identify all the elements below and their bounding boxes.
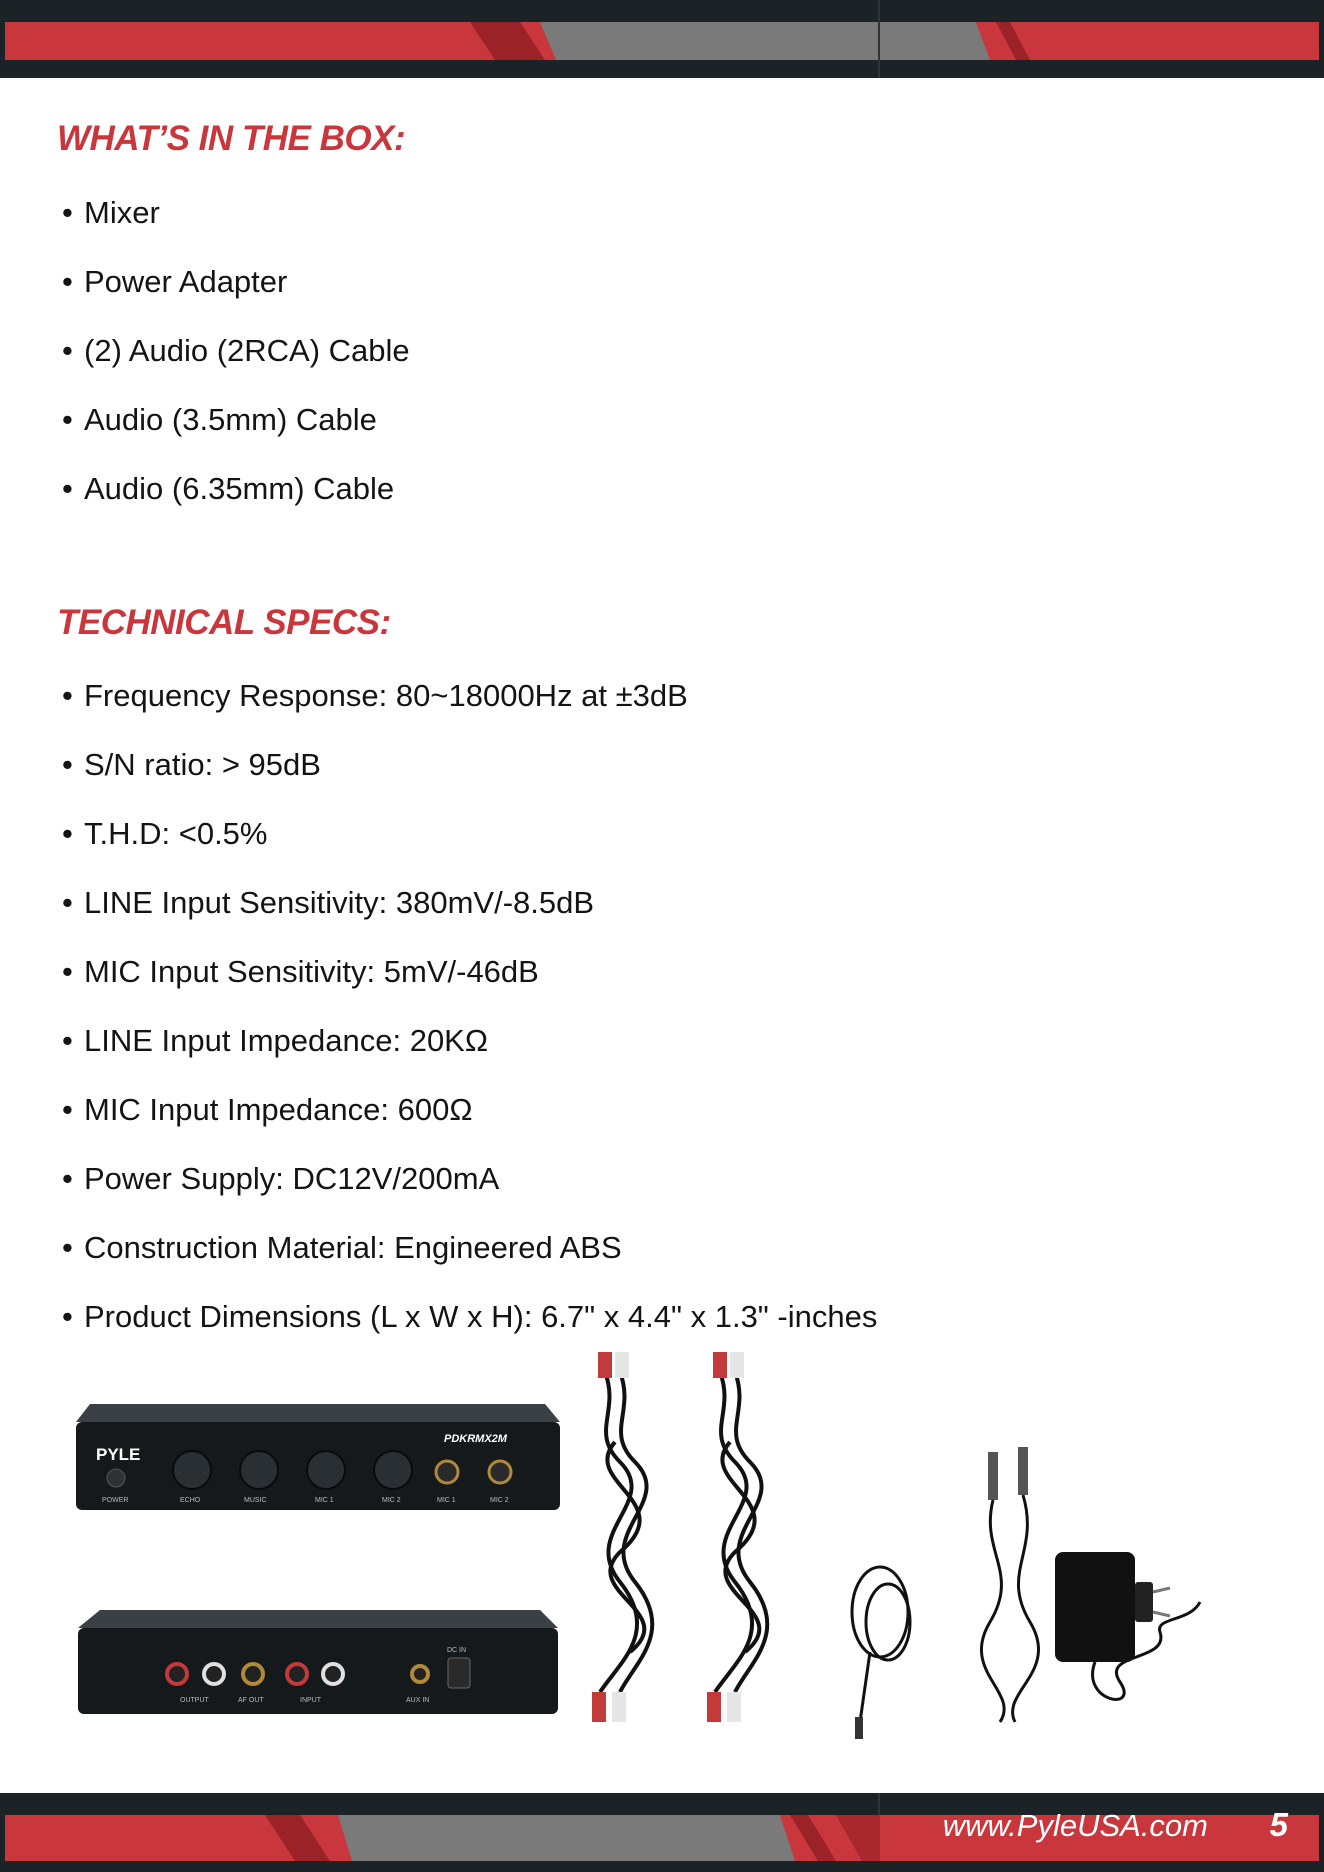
bullet-icon: •	[62, 264, 73, 299]
output-r-jack-icon	[204, 1664, 224, 1684]
list-item	[62, 1282, 877, 1351]
technical-specs-title: TECHNICAL SPECS:	[57, 603, 391, 642]
label-af-out: AF OUT	[238, 1697, 264, 1704]
label-music: MUSIC	[244, 1497, 267, 1504]
list-item-text: S/N ratio: > 95dB	[84, 747, 321, 782]
list-item	[62, 661, 877, 730]
mixer-rear-view	[78, 1610, 558, 1714]
bullet-icon: •	[62, 1023, 73, 1058]
label-aux-in: AUX IN	[406, 1697, 430, 1704]
list-item	[62, 178, 410, 247]
footer-url: www.PyleUSA.com	[942, 1808, 1208, 1843]
list-item-text: Construction Material: Engineered ABS	[84, 1230, 622, 1265]
list-item	[62, 1144, 877, 1213]
list-item-text: Mixer	[84, 195, 160, 230]
input-r-jack-icon	[323, 1664, 343, 1684]
bullet-icon: •	[62, 1299, 73, 1334]
list-item	[62, 247, 410, 316]
mixer-model: PDKRMX2M	[444, 1433, 507, 1445]
list-item	[62, 937, 877, 1006]
list-item	[62, 385, 410, 454]
rca-cable-icon	[707, 1352, 767, 1722]
list-item-text: LINE Input Impedance: 20KΩ	[84, 1023, 489, 1058]
mic1-knob-icon	[307, 1451, 345, 1489]
list-item-text: Power Supply: DC12V/200mA	[84, 1161, 500, 1196]
mixer-front-view	[76, 1404, 560, 1510]
power-adapter-icon	[1055, 1552, 1200, 1699]
label-mic1-knob: MIC 1	[315, 1497, 334, 1504]
list-item-text: MIC Input Impedance: 600Ω	[84, 1092, 473, 1127]
list-item-text: Audio (3.5mm) Cable	[84, 402, 377, 437]
header-band	[0, 0, 1324, 78]
label-power: POWER	[102, 1497, 129, 1504]
list-item	[62, 868, 877, 937]
list-item	[62, 730, 877, 799]
list-item	[62, 1213, 877, 1282]
mic1-jack-icon	[436, 1461, 458, 1483]
list-item-text: Audio (6.35mm) Cable	[84, 471, 395, 506]
bullet-icon: •	[62, 954, 73, 989]
output-l-jack-icon	[167, 1664, 187, 1684]
list-item	[62, 454, 410, 523]
label-dc-in: DC IN	[447, 1647, 467, 1654]
bullet-icon: •	[62, 1092, 73, 1127]
list-item	[62, 1006, 877, 1075]
label-mic1-jack: MIC 1	[437, 1497, 456, 1504]
technical-specs-list	[62, 661, 877, 1351]
power-button-icon	[107, 1469, 125, 1487]
input-l-jack-icon	[287, 1664, 307, 1684]
list-item-text: MIC Input Sensitivity: 5mV/-46dB	[84, 954, 539, 989]
list-item	[62, 316, 410, 385]
bullet-icon: •	[62, 471, 73, 506]
list-item	[62, 1075, 877, 1144]
page-number: 5	[1269, 1806, 1288, 1843]
bullet-icon: •	[62, 1230, 73, 1265]
label-input: INPUT	[300, 1697, 321, 1704]
audio-6-35mm-cable-icon	[981, 1447, 1038, 1722]
dc-in-port-icon	[448, 1658, 470, 1688]
mixer-brand-logo: PYLE	[96, 1445, 141, 1464]
mic2-knob-icon	[374, 1451, 412, 1489]
bullet-icon: •	[62, 333, 73, 368]
whats-in-the-box-title: WHAT’S IN THE BOX:	[57, 119, 406, 158]
label-output: OUTPUT	[180, 1697, 209, 1704]
list-item	[62, 799, 877, 868]
list-item-text: (2) Audio (2RCA) Cable	[84, 333, 410, 368]
music-knob-icon	[240, 1451, 278, 1489]
bullet-icon: •	[62, 1161, 73, 1196]
list-item-text: Power Adapter	[84, 264, 288, 299]
bullet-icon: •	[62, 747, 73, 782]
rca-cable-icon	[592, 1352, 652, 1722]
label-mic2-jack: MIC 2	[490, 1497, 509, 1504]
label-echo: ECHO	[180, 1497, 201, 1504]
echo-knob-icon	[173, 1451, 211, 1489]
product-image	[60, 1352, 1260, 1762]
box-contents-list	[62, 178, 410, 523]
af-out-jack-icon	[243, 1664, 263, 1684]
bullet-icon: •	[62, 678, 73, 713]
header-band-graphic	[0, 0, 1324, 78]
audio-3-5mm-cable-icon	[852, 1567, 910, 1739]
bullet-icon: •	[62, 816, 73, 851]
list-item-text: Product Dimensions (L x W x H): 6.7" x 4.4" x 1.3" -inches	[84, 1299, 878, 1334]
bullet-icon: •	[62, 195, 73, 230]
bullet-icon: •	[62, 402, 73, 437]
aux-in-jack-icon	[412, 1666, 428, 1682]
bullet-icon: •	[62, 885, 73, 920]
list-item-text: Frequency Response: 80~18000Hz at ±3dB	[84, 678, 688, 713]
mic2-jack-icon	[489, 1461, 511, 1483]
list-item-text: T.H.D: <0.5%	[84, 816, 268, 851]
list-item-text: LINE Input Sensitivity: 380mV/-8.5dB	[84, 885, 595, 920]
label-mic2-knob: MIC 2	[382, 1497, 401, 1504]
